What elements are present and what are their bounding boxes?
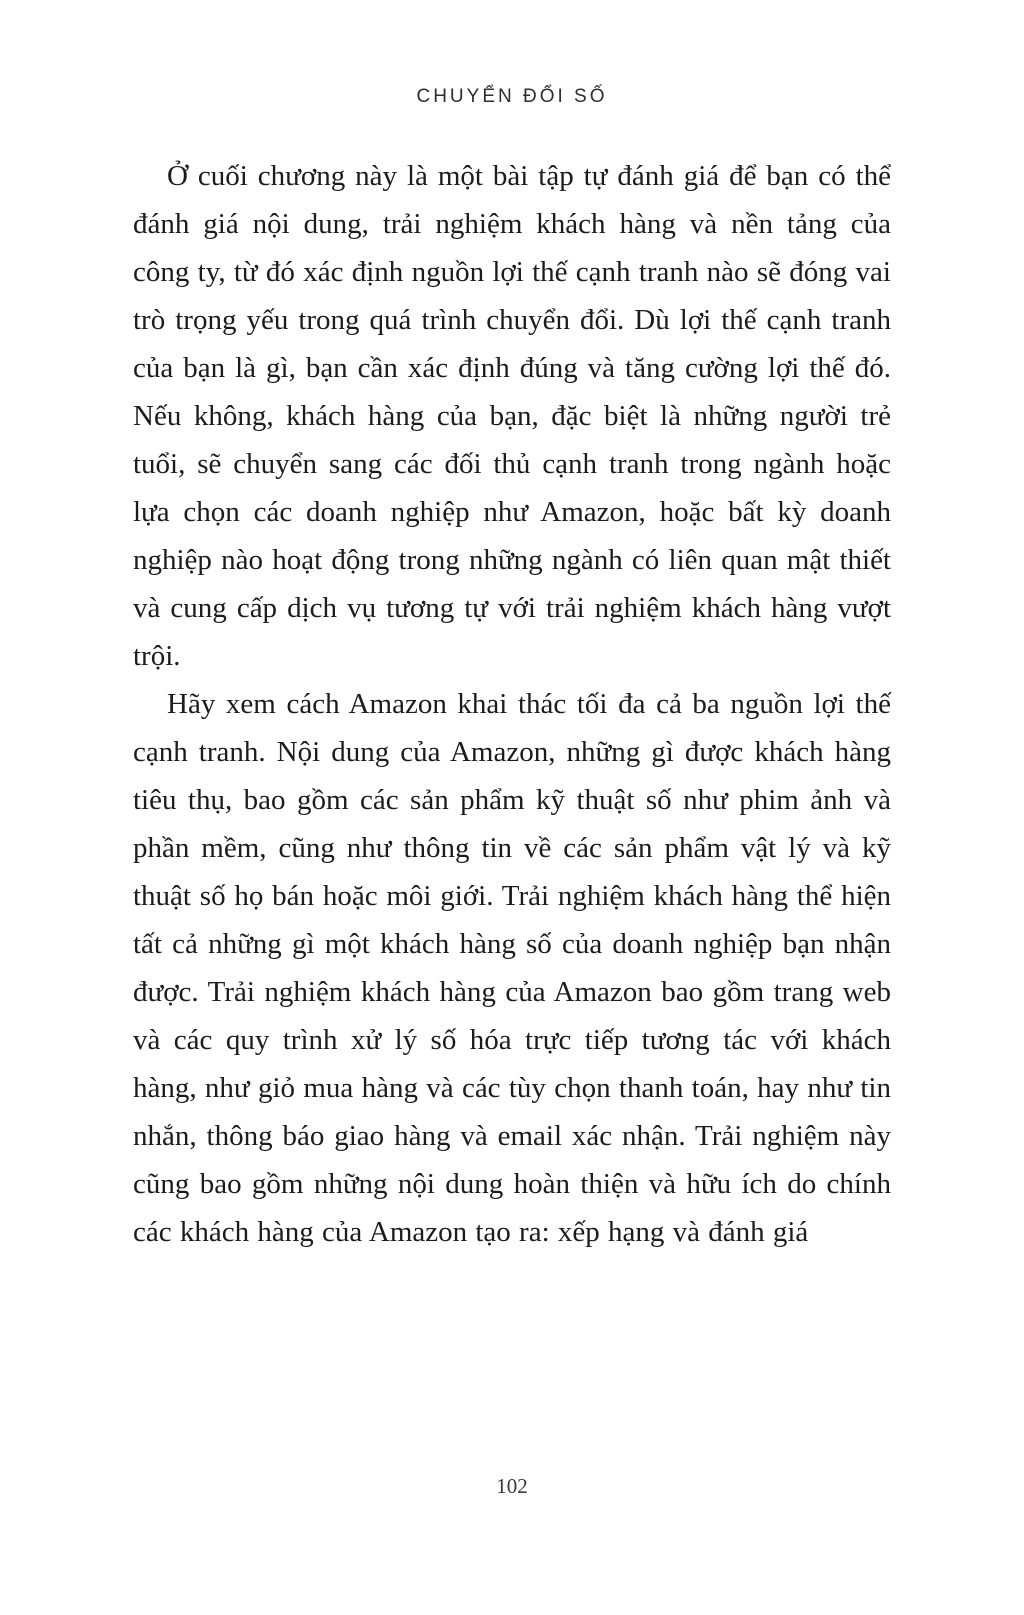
paragraph: Ở cuối chương này là một bài tập tự đánh giá để bạn có thể đánh giá nội dung, trải nghiệm khách hàng và nền tảng của công ty, từ đó xác định nguồn lợi thế cạnh tranh nào sẽ đóng vai trò trọng yếu trong quá trình chuyển đổi. Dù lợi thế cạnh tranh của bạn là gì, bạn cần xác định đúng và tăng cường lợi thế đó. Nếu không, khách hàng của bạn, đặc biệt là những người trẻ tuổi, sẽ chuyển sang các đối thủ cạnh tranh trong ngành hoặc lựa chọn các doanh nghiệp như Amazon, hoặc bất kỳ doanh nghiệp nào hoạt động trong những ngành có liên quan mật thiết và cung cấp dịch vụ tương tự với trải nghiệm khách hàng vượt trội. (133, 160, 891, 672)
page-content (133, 152, 891, 1256)
running-header: CHUYỂN ĐỔI SỐ (416, 86, 608, 107)
paragraph: Hãy xem cách Amazon khai thác tối đa cả ba nguồn lợi thế cạnh tranh. Nội dung của Amazon, những gì được khách hàng tiêu thụ, bao gồm các sản phẩm kỹ thuật số như phim ảnh và phần mềm, cũng như thông tin về các sản phẩm vật lý và kỹ thuật số họ bán hoặc môi giới. Trải nghiệm khách hàng thể hiện tất cả những gì một khách hàng số của doanh nghiệp bạn nhận được. Trải nghiệm khách hàng của Amazon bao gồm trang web và các quy trình xử lý số hóa trực tiếp tương tác với khách hàng, như giỏ mua hàng và các tùy chọn thanh toán, hay như tin nhắn, thông báo giao hàng và email xác nhận. Trải nghiệm này cũng bao gồm những nội dung hoàn thiện và hữu ích do chính các khách hàng của Amazon tạo ra: xếp hạng và đánh giá (133, 688, 891, 1248)
page-number: 102 (496, 1474, 528, 1498)
